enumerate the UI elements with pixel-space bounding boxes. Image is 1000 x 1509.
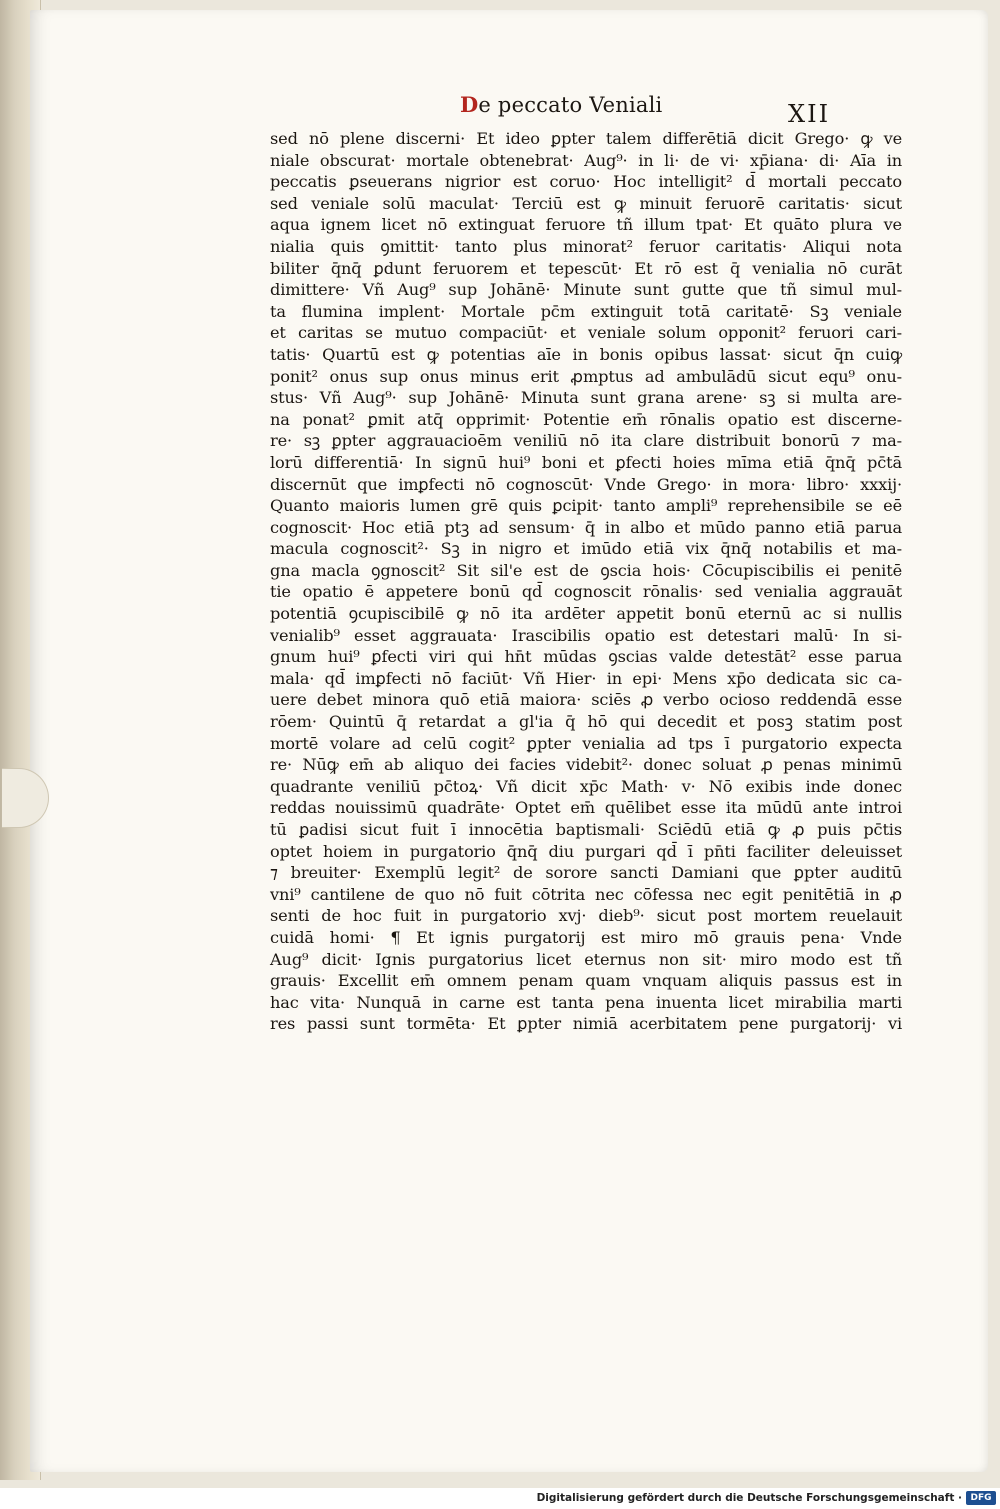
text-line: macula cognoscit²· Sꝫ in nigro et imūdo etiā vix q̄nq̄ notabilis et ma- <box>270 539 902 559</box>
text-line: cuidā homi· ¶ Et ignis purgatorij est miro mō grauis pena· Vnde <box>270 927 902 947</box>
text-line: rōem· Quintū q̄ retardat a gl'ia q̄ hō qui decedit et posꝫ statim post <box>270 712 902 732</box>
text-line: ⁊ breuiter· Exemplū legit² de sorore sancti Damiani que ꝑpter auditū <box>270 863 902 883</box>
text-line: sed nō plene discerni· Et ideo ꝑpter talem differētiā dicit Grego· ꝙ ve <box>270 129 902 148</box>
text-line: dimittere· Vñ Aug⁹ sup Johānē· Minute sunt gutte que tñ simul mul- <box>270 280 902 300</box>
text-line: stus· Vñ Aug⁹· sup Johānē· Minuta sunt grana arene· sꝫ si multa are- <box>270 388 902 408</box>
running-head <box>460 92 662 117</box>
running-head-text: e peccato Veniali <box>478 93 663 117</box>
text-line: venialib⁹ esset aggrauata· Irascibilis opatio est detestari malū· In si- <box>270 625 902 645</box>
running-head-initial: D <box>460 92 479 117</box>
text-line: discernūt que imꝑfecti nō cognoscūt· Vnde Grego· in mora· libro· xxxij· <box>270 474 902 494</box>
text-line: tie opatio ē appetere bonū qd̄ cognoscit rōnalis· sed venialia aggrauāt <box>270 582 902 602</box>
text-line: re· Nūꝙ em̄ ab aliquo dei facies videbit²· donec soluat ꝓ penas minimū <box>270 755 902 775</box>
text-line: Quanto maioris lumen grē quis ꝑcipit· tanto ampli⁹ reprehensibile se eē <box>270 496 902 516</box>
text-line: gna macla ꝯgnoscit² Sit sil'e est de ꝯscia hois· Cōcupiscibilis ei penitē <box>270 560 902 580</box>
text-line: vni⁹ cantilene de quo nō fuit cōtrita nec cōfessa nec egit penitētiā in ꝓ <box>270 884 902 904</box>
text-line: biliter q̄nq̄ ꝑdunt feruorem et tepescūt· Et rō est q̄ venialia nō curāt <box>270 258 902 278</box>
text-line: res passi sunt tormēta· Et ꝑpter nimiā acerbitatem pene purgatorij· vi <box>270 1014 902 1034</box>
text-line: Aug⁹ dicit· Ignis purgatorius licet eternus non sit· miro modo est tñ <box>270 949 902 969</box>
text-line: optet hoiem in purgatorio q̄nq̄ diu purgari qd̄ ī pn̄ti faciliter deleuisset <box>270 841 902 861</box>
text-line: quadrante veniliū pc̄toꝝ· Vñ dicit xp̄c Math· v· Nō exibis inde donec <box>270 776 902 796</box>
text-line: mala· qd̄ imꝑfecti nō faciūt· Vñ Hier· in epi· Mens xp̄o dedicata sic ca- <box>270 668 902 688</box>
text-line: reddas nouissimū quadrāte· Optet em̄ quēlibet esse ita mūdū ante introi <box>270 798 902 818</box>
text-line: peccatis ꝑseuerans nigrior est coruo· Hoc intelligit² d̄ mortali peccato <box>270 172 902 192</box>
text-block <box>270 128 902 1035</box>
text-line: na ponat² ꝑmit atq̄ opprimit· Potentie em̄ rōnalis opatio est discerne- <box>270 409 902 429</box>
text-line: sed veniale solū maculat· Terciū est ꝙ minuit feruorē caritatis· sicut <box>270 193 902 213</box>
text-line: lorū differentiā· In signū hui⁹ boni et ꝑfecti hoies mīma etiā q̄nq̄ pc̄tā <box>270 452 902 472</box>
text-line: potentiā ꝯcupiscibilē ꝙ nō ita ardēter appetit bonū eternū ac si nullis <box>270 604 902 624</box>
text-line: niale obscurat· mortale obtenebrat· Aug⁹· in li· de vi· xp̄iana· di· Aīa in <box>270 150 902 170</box>
text-line: tū ꝑadisi sicut fuit ī innocētia baptismali· Sciēdū etiā ꝙ ꝓ puis pc̄tis <box>270 820 902 839</box>
text-line: tatis· Quartū est ꝙ potentias aīe in bonis opibus lassat· sicut q̄n cuiꝙ <box>270 344 902 364</box>
text-line: hac vita· Nunquā in carne est tanta pena inuenta licet mirabilia marti <box>270 992 902 1012</box>
text-line: uere debet minora quō etiā maiora· sciēs ꝓ verbo ocioso reddendā esse <box>270 690 902 710</box>
text-line: aqua ignem licet nō extinguat feruore tñ illum tpat· Et quāto plura ve <box>270 215 902 235</box>
text-line: mortē volare ad celū cogit² ꝑpter venialia ad tps ī purgatorio expecta <box>270 733 902 753</box>
text-line: grauis· Excellit em̄ omnem penam quam vnquam aliquis passus est in <box>270 971 902 991</box>
text-line: et caritas se mutuo compaciūt· et veniale solum opponit² feruori cari- <box>270 323 902 343</box>
text-line: ta flumina implent· Mortale pc̄m extinguit totā caritatē· Sꝫ veniale <box>270 301 902 321</box>
text-line: cognoscit· Hoc etiā ptꝫ ad sensum· q̄ in albo et mūdo panno etiā parua <box>270 517 902 537</box>
text-line: re· sꝫ ꝑpter aggrauacioēm veniliū nō ita clare distribuit bonorū ⁊ ma- <box>270 431 902 451</box>
folio-number: XII <box>788 100 831 128</box>
text-line: senti de hoc fuit in purgatorio xvj· dieb⁹· sicut post mortem reuelauit <box>270 906 902 926</box>
dfg-logo: DFG <box>966 1491 996 1505</box>
text-line: ponit² onus sup onus minus erit ꝓmptus ad ambulādū sicut equ⁹ onu- <box>270 366 902 386</box>
text-line: gnum hui⁹ ꝑfecti viri qui hn̄t mūdas ꝯscias valde detestāt² esse parua <box>270 647 902 667</box>
text-line: nialia quis ꝯmittit· tanto plus minorat² feruor caritatis· Aliqui nota <box>270 236 902 256</box>
footer-credit: Digitalisierung gefördert durch die Deutsche Forschungsgemeinschaft · <box>536 1492 962 1504</box>
